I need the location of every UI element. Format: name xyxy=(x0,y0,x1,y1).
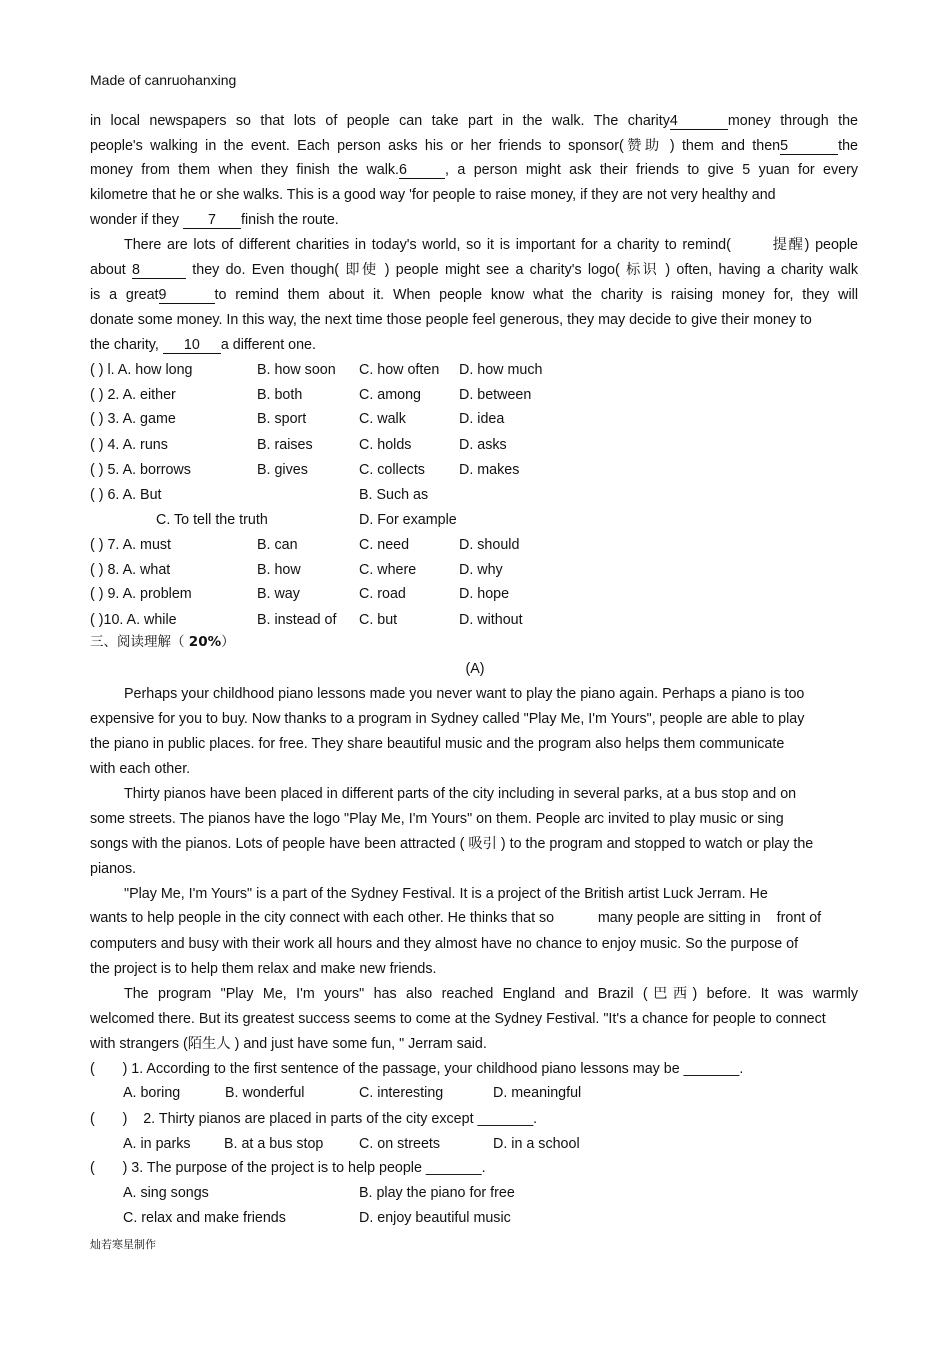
passage-line-1: Perhaps your childhood piano lessons made you never want to play the piano again. Perhaps a piano is too xyxy=(124,686,805,702)
passage-line-3: the piano in public places. for free. They share beautiful music and the program also helps them communicate xyxy=(90,736,785,752)
cloze-line-6: There are lots of different charities in today's world, so it is important for a charity to remind( 提醒) people xyxy=(124,237,859,253)
blank-7: 7 xyxy=(183,213,241,229)
page-header: Made of canruohanxing xyxy=(90,72,237,88)
blank-5: 5 xyxy=(780,139,838,155)
passage-line-11: computers and busy with their work all hours and they almost have no chance to enjoy music. So the purpose of xyxy=(90,936,799,952)
passage-line-4: with each other. xyxy=(90,761,191,777)
cloze-line-2: people's walking in the event. Each person asks his or her friends to sponsor(赞助 ) them and then5 the xyxy=(90,138,858,154)
blank-8: 8 xyxy=(132,263,186,279)
passage-line-7: songs with the pianos. Lots of people have been attracted ( 吸引 ) to the program and stopped to watch or play the xyxy=(90,836,814,852)
cloze-line-3: money from them when they finish the walk.6 , a person might ask their friends to give 5 yuan for every xyxy=(90,162,858,178)
passage-line-2: expensive for you to buy. Now thanks to a program in Sydney called "Play Me, I'm Yours", people are able to play xyxy=(90,711,805,727)
passage-line-12: the project is to help them relax and make new friends. xyxy=(90,961,437,977)
passage-line-13: The program "Play Me, I'm yours" has also reached England and Brazil (巴西) before. It was warmly xyxy=(124,986,858,1002)
document-page: Made of canruohanxing in local newspapers so that lots of people can take part in the walk. The charity4 money through the people's walking in the event. Each person asks his or her friends to sponsor(赞助 ) them and then5 the money from them when they finish the walk.6 , a person might ask their friends to give 5 yuan for every kilometre that he or she walks. This is a good way 'for people to raise money, if they are not very healthy and wonder if they 7 finish the route. There are lots of different charities in today's world, so it is important for a charity to remind( 提醒) people about 8 they do. Even though( 即使 ) people might see a charity's logo( 标识 ) often, having a charity walk is a great9 to remind them about it. When people know what the charity is raising money for, they will donate some money. In this way, the next time those people feel generous, they may decide to give their money to the charity, 10 a different one. ( ) l. A. how long B. how soon C. how often D. how much ( ) 2. A. either B. both C. among D. between ( ) 3. A. game B. sport C. walk D. idea ( ) 4. A. runs B. raises C. holds D. asks ( ) 5. A. borrows B. gives C. collects D. makes ( ) 6. A. But B. Such as C. To tell the truth D. For example ( ) 7. A. must B. can C. need D. should ( ) 8. A. what B. how C. where D. why ( ) 9. A. problem B. way C. road D. hope ( )10. A. while B. instead of C. but D. without 三、阅读理解（ 20%） (A) Perhaps your childhood piano lessons made you never want to play the piano again. Perhaps a piano is too expensive for you to buy. Now thanks to a program in Sydney called "Play Me, I'm Yours", people are able to play the piano in public places. for free. They share beautiful music and the program also helps them communicate with each other. Thirty pianos have been placed in different parts of the city including in several parks, at a bus stop and on some streets. The pianos have the logo "Play Me, I'm Yours" on them. People arc invited to play music or sing songs with the pianos. Lots of people have been attracted ( 吸引 ) to the program and stopped to watch or play the pianos. "Play Me, I'm Yours" is a part of the Sydney Festival. It is a project of the British artist Luck Jerram. He wants to help people in the city connect with each other. He thinks that so many people are sitting in front of computers and busy with their work all hours and they almost have no chance to enjoy music. So the purpose of the project is to help them relax and make new friends. The program "Play Me, I'm yours" has also reached England and Brazil (巴西) before. It was warmly welcomed there. But its greatest success seems to come at the Sydney Festival. "It's a chance for people to connect with strangers (陌生人 ) and just have some fun, " Jerram said. ( ) 1. According to the first sentence of the passage, your childhood piano lessons may be _______. A. boring B. wonderful C. interesting D. meaningful ( ) 2. Thirty pianos are placed in parts of the city except _______. A. in parks B. at a bus stop C. on streets D. in a school ( ) 3. The purpose of the project is to help people _______. A. sing songs B. play the piano for free C. relax and make friends D. enjoy beautiful music 灿若寒星制作 xyxy=(0,0,950,1345)
passage-line-15: with strangers (陌生人 ) and just have some fun, " Jerram said. xyxy=(90,1036,487,1052)
page-footer: 灿若寒星制作 xyxy=(90,1238,156,1251)
section-heading: 三、阅读理解（ 20%） xyxy=(90,634,235,650)
reading-question-2: ( ) 2. Thirty pianos are placed in parts of the city except _______. xyxy=(90,1111,538,1127)
cloze-line-10: the charity, 10 a different one. xyxy=(90,337,316,353)
passage-line-10: wants to help people in the city connect with each other. He thinks that so many people are sitting in front of xyxy=(90,910,822,926)
reading-question-1: ( ) 1. According to the first sentence of the passage, your childhood piano lessons may be _______. xyxy=(90,1061,744,1077)
passage-line-9: "Play Me, I'm Yours" is a part of the Sydney Festival. It is a project of the British artist Luck Jerram. He xyxy=(124,886,768,902)
cloze-line-4: kilometre that he or she walks. This is a good way 'for people to raise money, if they are not very healthy and xyxy=(90,187,776,203)
passage-line-8: pianos. xyxy=(90,861,137,877)
blank-10: 10 xyxy=(163,338,221,354)
passage-label: (A) xyxy=(465,661,485,677)
cloze-line-7: about 8 they do. Even though( 即使 ) people might see a charity's logo( 标识 ) often, having a charity walk xyxy=(90,262,859,278)
passage-line-6: some streets. The pianos have the logo "Play Me, I'm Yours" on them. People arc invited to play music or sing xyxy=(90,811,784,827)
cloze-line-9: donate some money. In this way, the next time those people feel generous, they may decide to give their money to xyxy=(90,312,812,328)
blank-4: 4 xyxy=(670,114,728,130)
blank-9: 9 xyxy=(159,288,215,304)
passage-line-5: Thirty pianos have been placed in different parts of the city including in several parks, at a bus stop and on xyxy=(124,786,797,802)
cloze-line-1: in local newspapers so that lots of people can take part in the walk. The charity4 money through the xyxy=(90,113,858,129)
passage-line-14: welcomed there. But its greatest success seems to come at the Sydney Festival. "It's a chance for people to connect xyxy=(90,1011,826,1027)
cloze-line-8: is a great9 to remind them about it. When people know what the charity is raising money for, they will xyxy=(90,287,859,303)
reading-question-3: ( ) 3. The purpose of the project is to help people _______. xyxy=(90,1160,486,1176)
cloze-line-5: wonder if they 7 finish the route. xyxy=(90,212,339,228)
blank-6: 6 xyxy=(399,163,445,179)
